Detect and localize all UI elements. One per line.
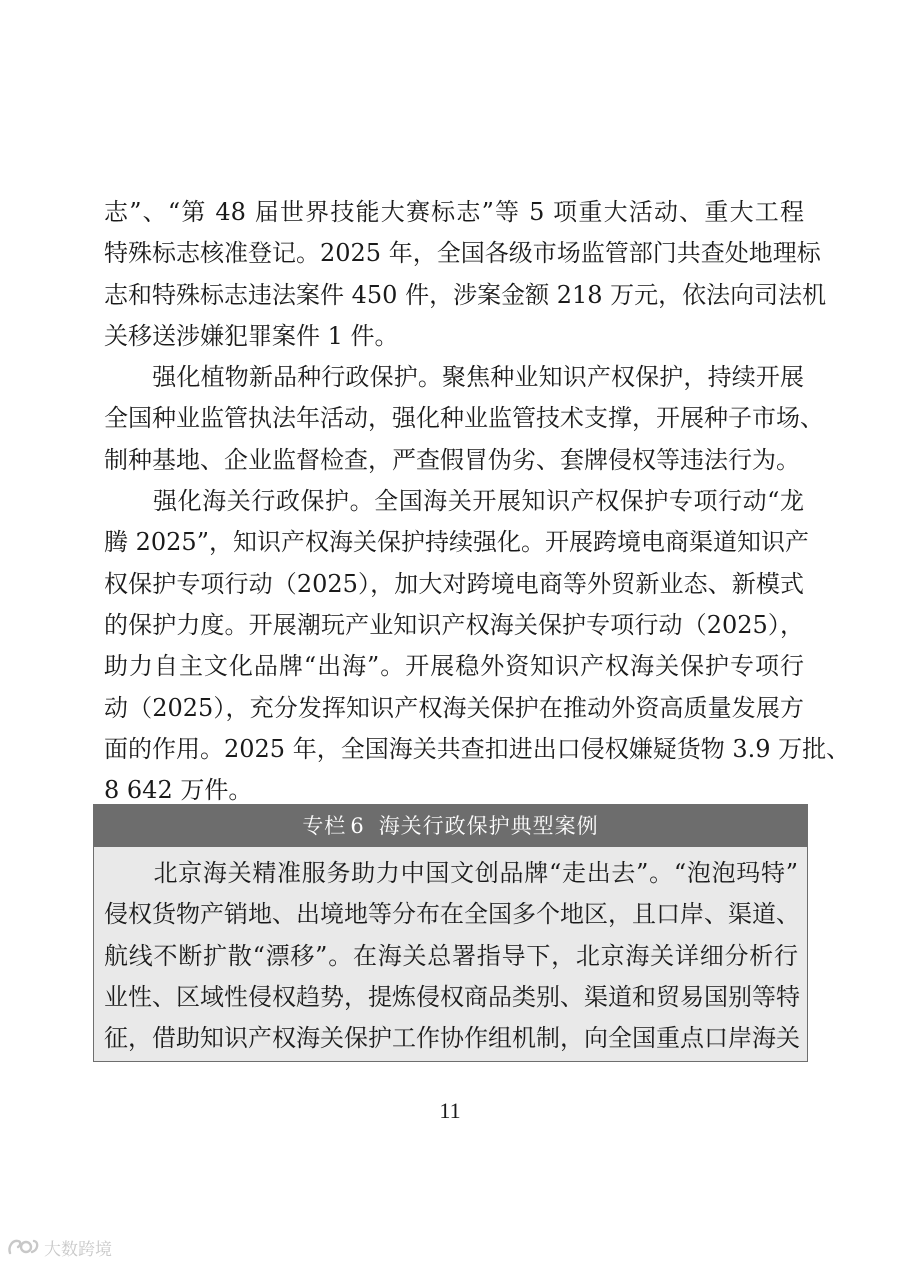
box-line: 侵权货物产销地、出境地等分布在全国多个地区，且口岸、渠道、 (104, 900, 800, 929)
watermark-text: 大数跨境 (44, 1239, 112, 1260)
body-line: 8 642 万件。 (104, 776, 253, 805)
body-line: 制种基地、企业监督检查，严查假冒伪劣、套牌侵权等违法行为。 (104, 445, 800, 474)
body-line: 特殊标志核准登记。2025 年，全国各级市场监管部门共查处地理标 (104, 239, 821, 268)
body-text (104, 192, 851, 811)
body-line: 强化植物新品种行政保护。聚焦种业知识产权保护，持续开展 (104, 363, 804, 392)
box-line: 北京海关精准服务助力中国文创品牌“走出去”。“泡泡玛特” (104, 859, 798, 887)
body-line: 助力自主文化品牌“出海”。开展稳外资知识产权海关保护专项行 (104, 652, 804, 681)
body-line: 强化海关行政保护。全国海关开展知识产权保护专项行动“龙 (104, 487, 804, 516)
case-study-text (104, 853, 798, 1059)
box-line: 航线不断扩散“漂移”。在海关总署指导下，北京海关详细分析行 (104, 941, 798, 970)
case-study-box (93, 804, 808, 1062)
body-line: 动（2025），充分发挥知识产权海关保护在推动外资高质量发展方 (104, 693, 804, 722)
box-number: 6 (350, 814, 365, 838)
box-title: 海关行政保护典型案例 (378, 814, 599, 838)
body-line: 腾 2025”，知识产权海关保护持续强化。开展跨境电商渠道知识产 (104, 528, 809, 557)
body-line: 全国种业监管执法年活动，强化种业监管技术支撑，开展种子市场、 (104, 404, 824, 433)
watermark (6, 1232, 112, 1262)
body-line: 志和特殊标志违法案件 450 件，涉案金额 218 万元，依法向司法机 (104, 280, 827, 309)
watermark-logo-icon (6, 1236, 40, 1258)
body-line: 的保护力度。开展潮玩产业知识产权海关保护专项行动（2025）， (104, 610, 804, 639)
body-line: 权保护专项行动（2025），加大对跨境电商等外贸新业态、新模式 (104, 569, 804, 598)
box-label: 专栏 (302, 814, 347, 838)
body-line: 面的作用。2025 年，全国海关共查扣进出口侵权嫌疑货物 3.9 万批、 (104, 734, 851, 763)
body-line: 关移送涉嫌犯罪案件 1 件。 (104, 321, 399, 350)
body-line: 志”、“第 48 届世界技能大赛标志”等 5 项重大活动、重大工程 (104, 198, 804, 226)
box-line: 征，借助知识产权海关保护工作协作组机制，向全国重点口岸海关 (104, 1024, 800, 1053)
case-study-header (94, 805, 807, 847)
page-number: 11 (439, 1098, 461, 1123)
box-line: 业性、区域性侵权趋势，提炼侵权商品类别、渠道和贸易国别等特 (104, 982, 800, 1011)
